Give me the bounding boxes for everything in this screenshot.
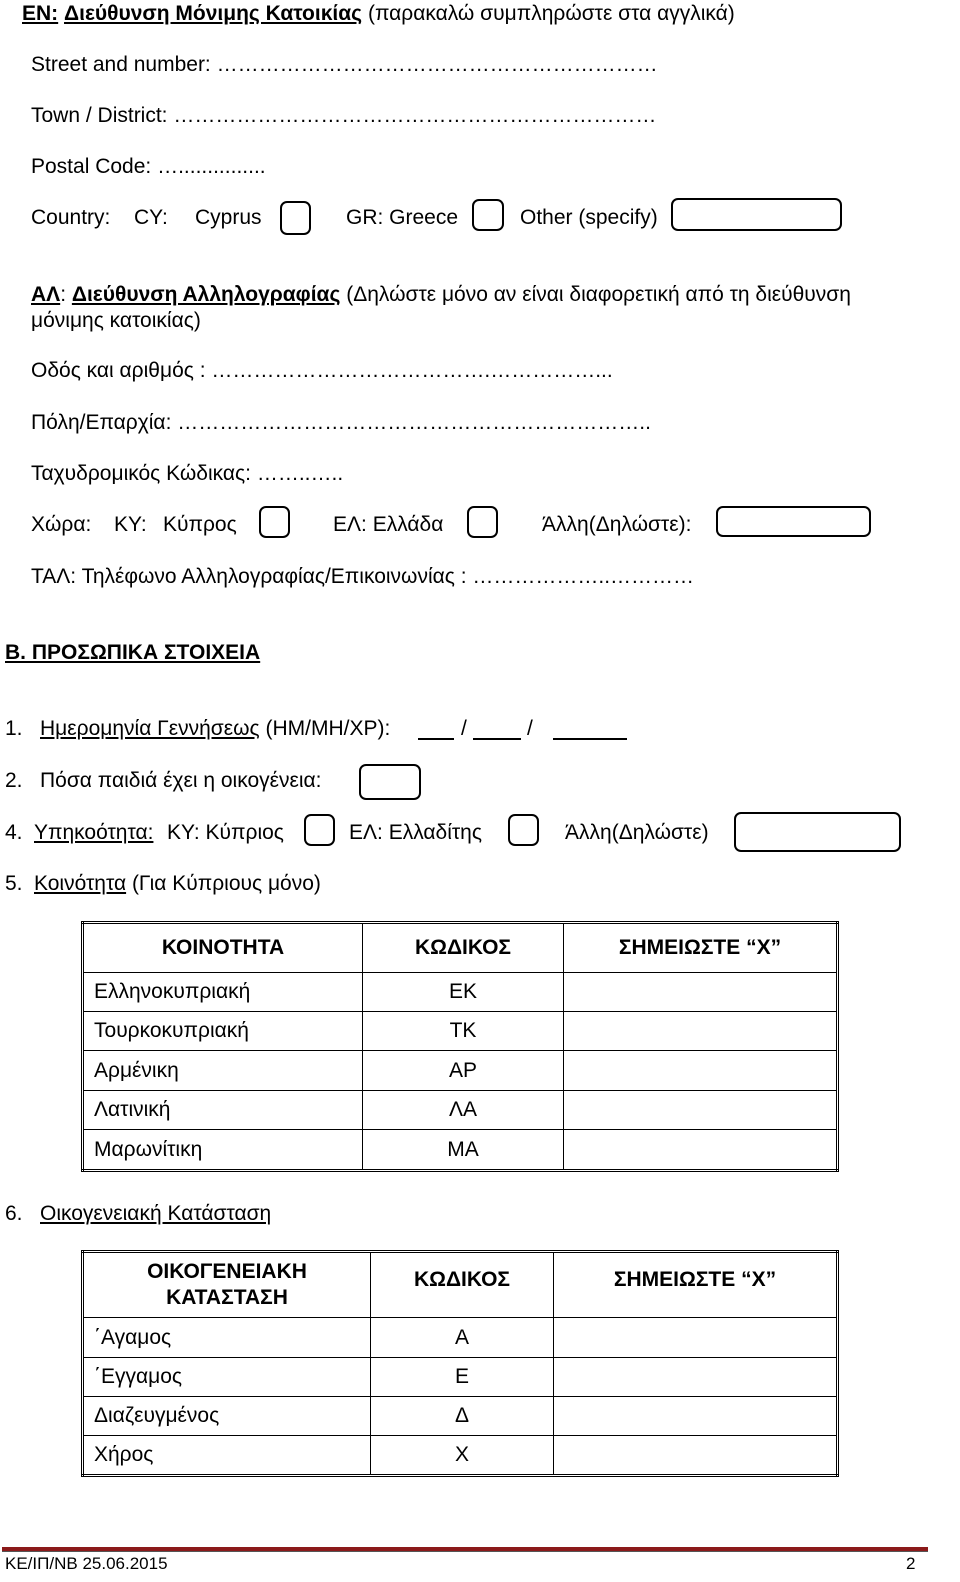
street-row [31,54,658,75]
country-other-option: Other (specify) [520,206,658,229]
community-code: ΕΚ [363,973,564,1012]
marital-status: Χήρος [83,1436,371,1476]
community-mark-cell[interactable] [564,1130,838,1171]
community-header-row [83,923,838,973]
al-cyprus-checkbox[interactable] [259,506,290,538]
country-gr-option: GR: Greece [346,206,459,229]
community-header-name: ΚΟΙΝΟΤΗΤΑ [83,923,363,973]
community-mark-cell[interactable] [564,1051,838,1091]
community-code: ΑΡ [363,1051,564,1091]
town-field[interactable]: …………………………………………………………… [173,104,657,127]
al-phone-label: ΤΑΛ: Τηλέφωνο Αλληλογραφίας/Επικοινωνίας : [31,565,467,588]
item6-num: 6. [5,1202,23,1225]
marital-status: ΄Εγγαμος [83,1358,371,1397]
community-code: ΤΚ [363,1012,564,1051]
marital-header-mark: ΣΗΜΕΙΩΣΤΕ “Χ” [554,1252,838,1318]
item5-num: 5. [5,872,23,895]
table-row [83,973,838,1012]
al-country-label: Χώρα: [31,513,92,536]
item6-label: Οικογενειακή Κατάσταση [40,1202,272,1225]
page-number: 2 [906,1554,916,1573]
al-city-row [31,412,651,433]
community-header-mark: ΣΗΜΕΙΩΣΤΕ “Χ” [564,923,838,973]
town-row [31,105,656,126]
marital-code: Ε [371,1358,554,1397]
citizenship-el-checkbox[interactable] [508,814,539,846]
street-label: Street and number: [31,53,211,76]
item4-other-option: Άλλη(Δηλώστε) [565,821,709,844]
table-row [83,1397,838,1436]
item5-label: Κοινότητα [34,872,127,895]
community-name: Λατινική [83,1091,363,1130]
community-code: ΜΑ [363,1130,564,1171]
dob-day-field[interactable] [418,738,454,740]
item4-el-option: ΕΛ: Ελλαδίτης [349,821,482,844]
al-country-ky-name: Κύπρος [163,513,237,536]
al-country-ky-code: ΚΥ: [114,513,147,536]
footer-ref: ΚΕ/ΙΠ/ΝΒ 25.06.2015 [5,1554,168,1573]
community-code: ΛΑ [363,1091,564,1130]
al-country-other-input[interactable] [716,506,871,537]
item4-num: 4. [5,821,23,844]
marital-header-row [83,1252,838,1318]
al-address-heading [31,284,851,305]
al-postal-label: Ταχυδρομικός Κώδικας: [31,462,251,485]
marital-status: ΄Αγαμος [83,1318,371,1358]
al-note-line1: (Δηλώστε μόνο αν είναι διαφορετική από τη διεύθυνση [346,283,851,306]
country-label: Country: [31,206,111,229]
al-title: Διεύθυνση Αλληλογραφίας [71,283,341,306]
marital-status-table [81,1250,839,1477]
marital-mark-cell[interactable] [554,1318,838,1358]
dob-month-field[interactable] [473,738,521,740]
al-city-label: Πόλη/Επαρχία: [31,411,172,434]
al-colon: : [60,283,67,306]
al-phone-row [31,566,694,587]
table-row [83,1130,838,1171]
country-other-input[interactable] [671,198,842,231]
marital-header-status: ΟΙΚΟΓΕΝΕΙΑΚΗ ΚΑΤΑΣΤΑΣΗ [83,1252,371,1318]
en-title: Διεύθυνση Μόνιμης Κατοικίας [64,2,363,25]
al-street-row [31,360,613,381]
table-row [83,1358,838,1397]
item2-label: Πόσα παιδιά έχει η οικογένεια: [40,769,322,792]
marital-status: Διαζευγμένος [83,1397,371,1436]
al-street-label: Οδός και αριθμός : [31,359,206,382]
item1-label-row [40,718,390,739]
children-count-input[interactable] [359,764,421,800]
cyprus-checkbox[interactable] [280,201,311,235]
dob-sep1: / [461,717,467,740]
town-label: Town / District: [31,104,168,127]
marital-mark-cell[interactable] [554,1358,838,1397]
al-country-other-option: Άλλη(Δηλώστε): [542,513,692,536]
en-note: (παρακαλώ συμπληρώστε στα αγγλικά) [367,2,735,25]
dob-year-field[interactable] [553,738,627,740]
community-name: Ελληνοκυπριακή [83,973,363,1012]
al-city-field[interactable]: ………………………………………………………….. [177,411,651,434]
dob-sep2: / [527,717,533,740]
item5-note: (Για Κύπριους μόνο) [131,872,321,895]
citizenship-ky-checkbox[interactable] [304,814,335,846]
al-prefix: ΑΛ [31,283,61,306]
community-name: Αρμένικη [83,1051,363,1091]
marital-mark-cell[interactable] [554,1436,838,1476]
community-name: Μαρωνίτικη [83,1130,363,1171]
en-prefix: EN: [22,2,59,25]
community-mark-cell[interactable] [564,973,838,1012]
al-postal-row [31,463,343,484]
country-cy-code: CY: [134,206,168,229]
postal-row [31,156,266,177]
item5-label-row [34,873,321,894]
footer-divider [2,1547,928,1552]
item1-format: (ΗΜ/ΜΗ/ΧΡ): [265,717,391,740]
marital-code: Χ [371,1436,554,1476]
table-row [83,1051,838,1091]
table-row [83,1091,838,1130]
street-field[interactable]: ……………………………………………………… [216,53,658,76]
al-country-el-option: ΕΛ: Ελλάδα [333,513,444,536]
table-row [83,1012,838,1051]
al-postal-field[interactable]: ……..….. [256,462,344,485]
al-street-field[interactable]: ………………………………….……………... [211,359,613,382]
item1-label: Ημερομηνία Γεννήσεως [40,717,260,740]
postal-field[interactable]: …............... [157,155,266,178]
marital-header-code: ΚΩΔΙΚΟΣ [371,1252,554,1318]
item1-num: 1. [5,717,23,740]
en-address-heading [22,3,735,24]
section-b-title: Β. ΠΡΟΣΩΠΙΚΑ ΣΤΟΙΧΕΙΑ [5,641,261,664]
marital-mark-cell[interactable] [554,1397,838,1436]
citizenship-other-input[interactable] [734,812,901,852]
item4-label: Υπηκοότητα: [34,821,154,844]
al-phone-field[interactable]: ………………..………… [472,565,695,588]
table-row [83,1436,838,1476]
item2-num: 2. [5,769,23,792]
community-header-code: ΚΩΔΙΚΟΣ [363,923,564,973]
community-name: Τουρκοκυπριακή [83,1012,363,1051]
item4-ky-option: ΚΥ: Κύπριος [167,821,284,844]
table-row [83,1318,838,1358]
community-table [81,921,839,1172]
community-mark-cell[interactable] [564,1091,838,1130]
country-cy-name: Cyprus [195,206,262,229]
postal-label: Postal Code: [31,155,152,178]
al-greece-checkbox[interactable] [467,506,498,538]
community-mark-cell[interactable] [564,1012,838,1051]
greece-checkbox[interactable] [472,199,504,231]
al-note-line2: μόνιμης κατοικίας) [31,309,201,332]
marital-code: Δ [371,1397,554,1436]
marital-code: Α [371,1318,554,1358]
